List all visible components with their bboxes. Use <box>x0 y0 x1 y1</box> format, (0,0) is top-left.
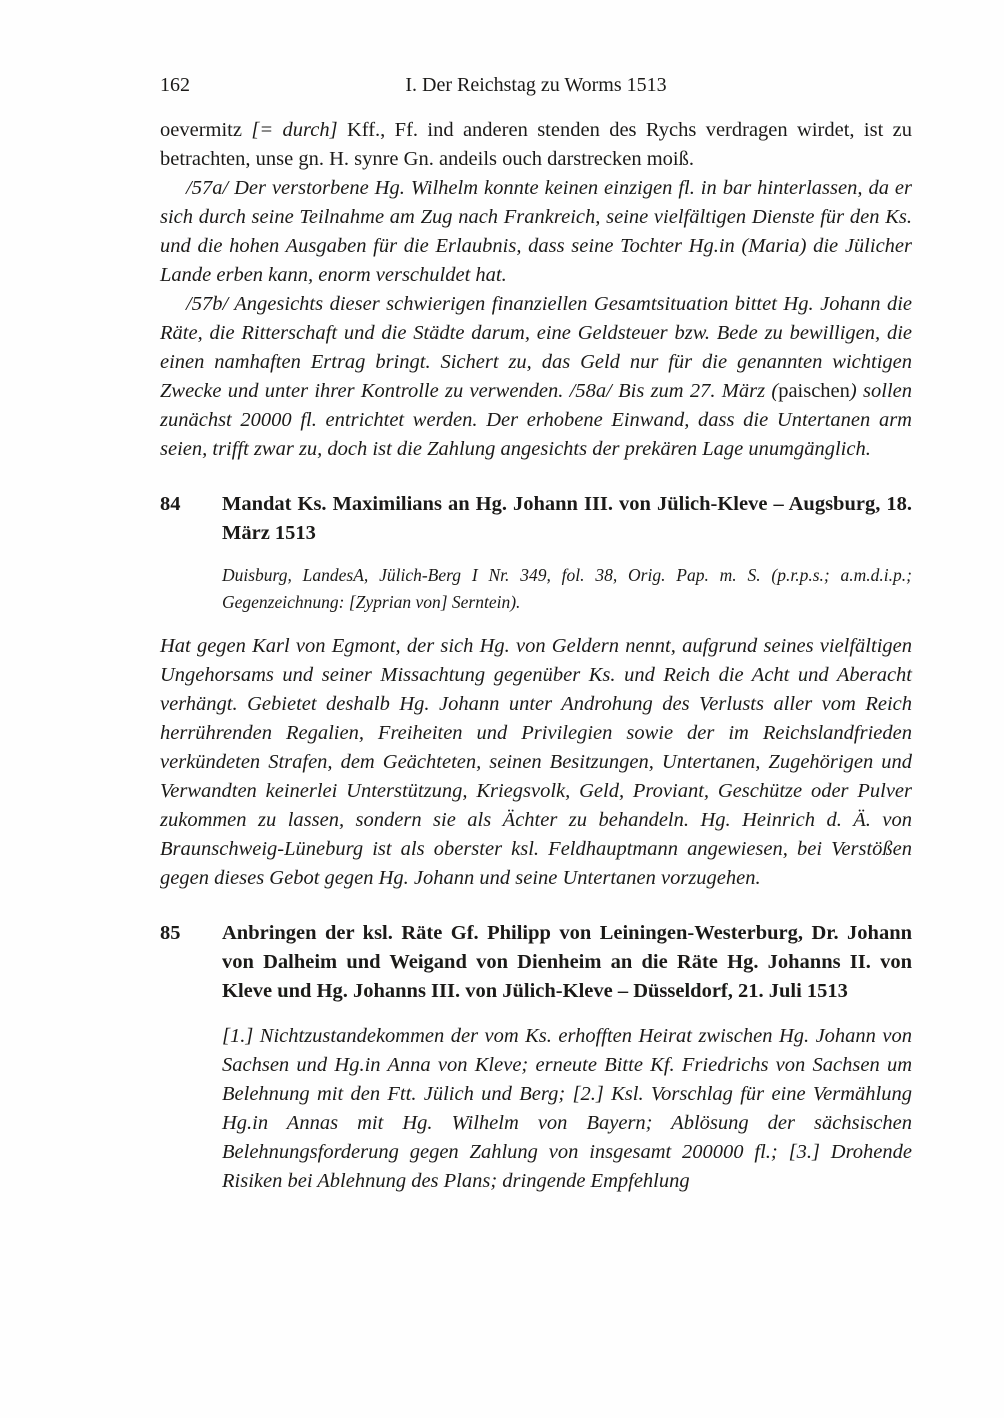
entry-84-heading <box>160 490 912 548</box>
text-run-italic: [= durch] <box>251 119 338 141</box>
page-number: 162 <box>160 74 190 96</box>
text-block <box>160 72 912 1196</box>
text-run: Kff., Ff. ind anderen stenden des Rychs verdragen wirdet, ist zu betrachten, unse gn. H. synre Gn. andeils ouch darstrecken moiß. <box>160 119 912 170</box>
entry-summary: Hat gegen Karl von Egmont, der sich Hg. von Geldern nennt, aufgrund seines vielfältigen Ungehorsams und seiner Missachtung gegenüber Ks. und Reich die Acht und Aberacht verhängt. Gebietet deshalb Hg. Johann unter Androhung des Verlusts aller vom Reich herrührenden Regalien, Freiheiten und Privilegien sowie der im Reichslandfrieden verkündeten Strafen, dem Geächteten, seinen Besitzungen, Untertanen, Zugehörigen und Verwandten keinerlei Unterstützung, Kriegsvolk, Geld, Proviant, Geschütze oder Pulver zukommen zu lassen, sondern sie als Ächter zu behandeln. Hg. Heinrich d. Ä. von Braunschweig-Lüneburg ist als oberster ksl. Feldhauptmann angewiesen, bei Verstößen gegen dieses Gebot gegen Hg. Johann und seine Untertanen vorzugehen. <box>160 635 912 889</box>
entry-85-heading <box>160 919 912 1006</box>
text-run-italic: ) sollen zunächst 20000 fl. entrichtet werden. Der erhobene Einwand, dass die Untertanen arm seien, trifft zwar zu, doch ist die Zahlung angesichts der prekären Lage unumgänglich. <box>160 380 912 460</box>
running-title: I. Der Reichstag zu Worms 1513 <box>405 74 667 96</box>
entry-summary: [1.] Nichtzustandekommen der vom Ks. erhofften Heirat zwischen Hg. Johann von Sachsen und Hg.in Anna von Kleve; erneute Bitte Kf. Friedrichs von Sachsen um Belehnung mit den Ftt. Jülich und Berg; [2.] Ksl. Vorschlag für eine Vermählung Hg.in Annas mit Hg. Wilhelm von Bayern; Ablösung der sächsischen Belehnungsforderung gegen Zahlung von insgesamt 200000 fl.; [3.] Drohende Risiken bei Ablehnung des Plans; dringende Empfehlung <box>222 1025 912 1192</box>
intro-paragraph-2: /57a/ Der verstorbene Hg. Wilhelm konnte keinen einzigen fl. in bar hinterlassen, da er sich durch seine Teilnahme am Zug nach Frankreich, seine vielfältigen Dienste für den Ks. und die hohen Ausgaben für die Erlaubnis, dass seine Tochter Hg.in (Maria) die Jülicher Lande erben kann, enorm verschuldet hat. <box>160 177 912 286</box>
intro-paragraph-3 <box>160 290 912 464</box>
text-run-italic: /57b/ Angesichts dieser schwierigen finanziellen Gesamtsituation bittet Hg. Johann die Räte, die Ritterschaft und die Städte darum, eine Geldsteuer bzw. Bede zu bewilligen, die einen namhaften Ertrag bringt. Sichert zu, das Geld nur für die genannten wichtigen Zwecke und unter ihrer Kontrolle zu verwenden. /58a/ Bis zum 27. März ( <box>160 293 912 402</box>
entry-title: Anbringen der ksl. Räte Gf. Philipp von Leiningen-Westerburg, Dr. Johann von Dalheim und Weigand von Dienheim an die Räte Hg. Johanns II. von Kleve und Hg. Johanns III. von Jülich-Kleve – Düsseldorf, 21. Juli 1513 <box>222 922 912 1002</box>
entry-84 <box>160 490 912 893</box>
entry-title: Mandat Ks. Maximilians an Hg. Johann III. von Jülich-Kleve – Augsburg, 18. März 1513 <box>222 493 912 544</box>
text-run: oevermitz <box>160 119 252 141</box>
text-run: paischen <box>778 380 850 402</box>
intro-paragraph-1 <box>160 116 912 174</box>
entry-number: 85 <box>160 922 181 944</box>
entry-85 <box>160 919 912 1196</box>
entry-source-reference: Duisburg, LandesA, Jülich-Berg I Nr. 349, fol. 38, Orig. Pap. m. S. (p.r.p.s.; a.m.d.i.p.; Gegenzeichnung: [Zyprian von] Serntein). <box>222 565 912 612</box>
running-head <box>160 72 912 98</box>
entry-number: 84 <box>160 493 181 515</box>
